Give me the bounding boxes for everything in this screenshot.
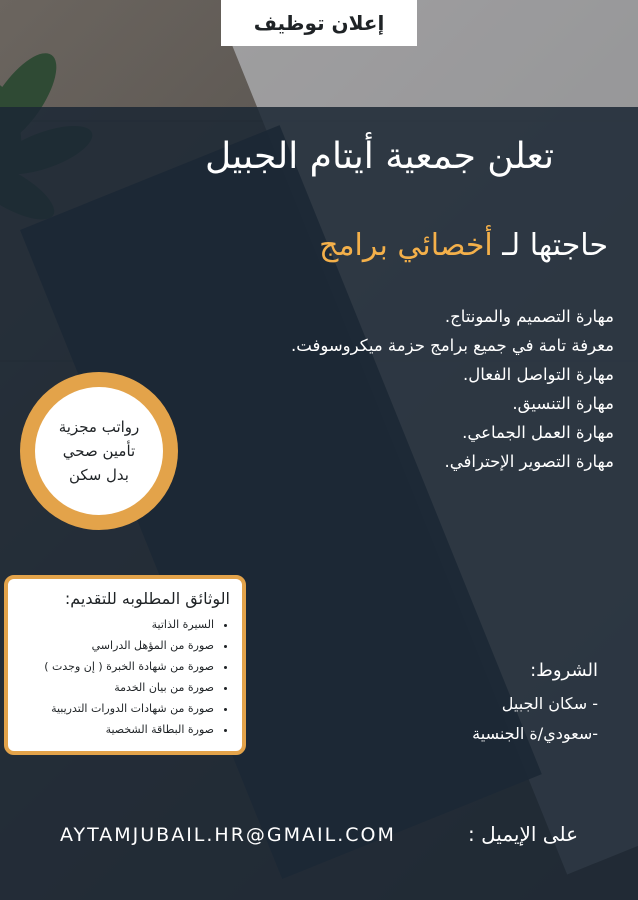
benefit-item: تأمين صحي	[62, 442, 136, 460]
document-item: • صورة من المؤهل الدراسي	[18, 635, 214, 656]
job-ad-tag: إعلان توظيف	[221, 0, 417, 46]
benefits-badge-inner	[35, 387, 163, 515]
condition-item: - سكان الجبيل	[501, 694, 598, 713]
page-title: تعلن جمعية أيتام الجبيل	[205, 136, 554, 177]
email-row	[0, 818, 638, 858]
condition-item: -سعودي/ة الجنسية	[472, 724, 598, 743]
skills-list	[291, 302, 614, 476]
benefits-badge	[20, 372, 178, 530]
subtitle-prefix: حاجتها لـ	[492, 228, 608, 263]
email-address: AYTAMJUBAIL.HR@GMAIL.COM	[60, 824, 396, 846]
email-label: على الإيميل :	[468, 822, 578, 846]
benefit-item: رواتب مجزية	[58, 418, 140, 436]
skill-item: مهارة التصوير الإحترافي.	[444, 452, 614, 471]
skill-item: مهارة التواصل الفعال.	[463, 365, 614, 384]
conditions-section	[472, 660, 598, 749]
required-documents-box	[4, 575, 246, 755]
documents-list	[18, 614, 230, 740]
document-item: • صورة من بيان الخدمة	[18, 677, 214, 698]
document-item: • السيرة الذاتية	[18, 614, 214, 635]
job-position: أخصائي برامج	[319, 228, 493, 263]
skill-item: مهارة العمل الجماعي.	[462, 423, 614, 442]
skill-item: مهارة التنسيق.	[512, 394, 614, 413]
documents-title: الوثائق المطلوبه للتقديم:	[64, 589, 230, 608]
conditions-title: الشروط:	[530, 660, 598, 681]
skill-item: معرفة تامة في جميع برامج حزمة ميكروسوفت.	[291, 336, 614, 355]
job-subtitle	[319, 228, 608, 263]
document-item: • صورة من شهادة الخبرة ( إن وجدت )	[18, 656, 214, 677]
skill-item: مهارة التصميم والمونتاج.	[444, 307, 614, 326]
document-item: • صورة البطاقة الشخصية	[18, 719, 214, 740]
benefit-item: بدل سكن	[69, 466, 129, 484]
document-item: • صورة من شهادات الدورات التدريبية	[18, 698, 214, 719]
